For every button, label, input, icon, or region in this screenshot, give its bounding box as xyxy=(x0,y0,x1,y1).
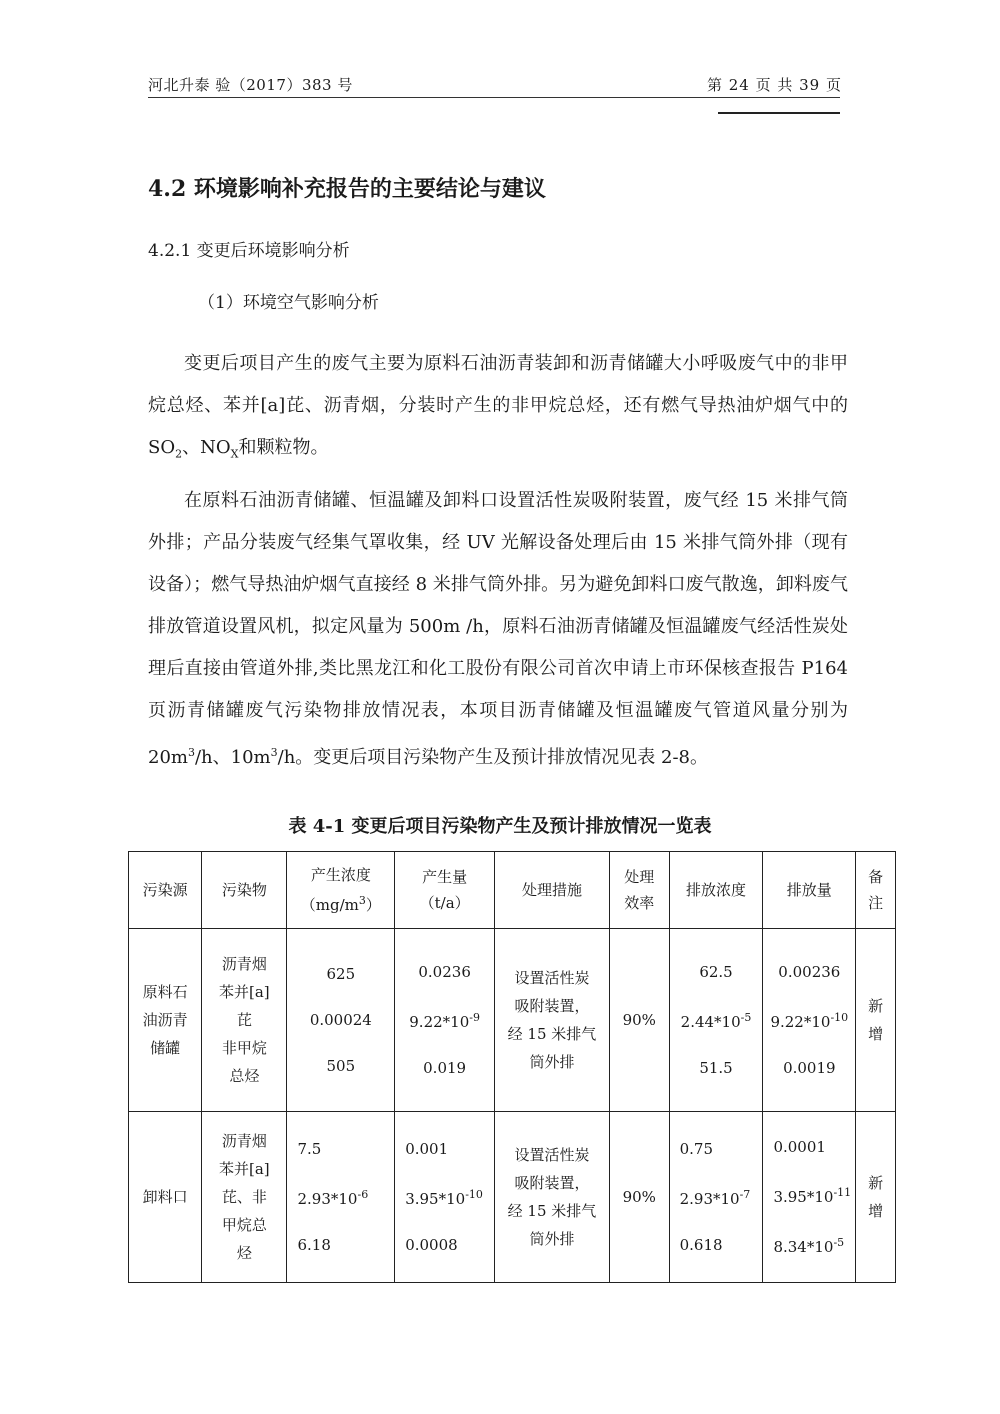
cell-amount: 0.0236 $9.22*10^{-9}$ 0.019 xyxy=(395,929,495,1112)
cell-emit-conc: 0.75 $2.93*10^{-7}$ 0.618 xyxy=(669,1112,763,1283)
cell-emit-conc: 62.5 $2.44*10^{-5}$ 51.5 xyxy=(669,929,763,1112)
th-pollutant: 污染物 xyxy=(202,852,287,929)
th-efficiency: 处理 效率 xyxy=(609,852,669,929)
cell-measure: 设置活性炭 吸附装置， 经 15 米排气 筒外排 xyxy=(495,929,610,1112)
cell-efficiency: 90% xyxy=(609,929,669,1112)
cell-emit-amount: 0.00236 $9.22*10^{-10}$ 0.0019 xyxy=(763,929,856,1112)
th-measure: 处理措施 xyxy=(495,852,610,929)
cell-conc: 625 0.00024 505 xyxy=(287,929,395,1112)
cell-efficiency: 90% xyxy=(609,1112,669,1283)
cell-emit-amount: 0.0001 $3.95*10^{-11}$ $8.34*10^{-5}$ xyxy=(763,1112,856,1283)
table-title: 表 4-1 变更后项目污染物产生及预计排放情况一览表 xyxy=(288,816,712,837)
cell-measure: 设置活性炭 吸附装置， 经 15 米排气 筒外排 xyxy=(495,1112,610,1283)
pollutant-table xyxy=(128,851,896,1283)
th-source: 污染源 xyxy=(129,852,202,929)
th-conc: 产生浓度 $(mg/m^3)$ xyxy=(287,852,395,929)
cell-pollutant: 沥青烟 苯并[a] 芘 非甲烷 总烃 xyxy=(202,929,287,1112)
subsection-title: 4.2.1 变更后环境影响分析 xyxy=(148,241,350,261)
section-title: 4.2 环境影响补充报告的主要结论与建议 xyxy=(148,176,546,202)
item-title: （1）环境空气影响分析 xyxy=(198,293,379,313)
th-emit-conc: 排放浓度 xyxy=(669,852,763,929)
header-rule xyxy=(148,97,840,98)
th-note: 备 注 xyxy=(856,852,896,929)
table-header-row xyxy=(129,852,896,929)
header-rule-accent xyxy=(718,112,840,114)
table-row xyxy=(129,1112,896,1283)
table-row xyxy=(129,929,896,1112)
cell-pollutant: 沥青烟 苯并[a] 芘、非 甲烷总 烃 xyxy=(202,1112,287,1283)
header-page-number: 第 24 页 共 39 页 xyxy=(706,76,842,94)
cell-note: 新 增 xyxy=(856,1112,896,1283)
cell-conc: 7.5 $2.93*10^{-6}$ 6.18 xyxy=(287,1112,395,1283)
th-amount: 产生量 （t/a） xyxy=(395,852,495,929)
cell-note: 新 增 xyxy=(856,929,896,1112)
cell-amount: 0.001 $3.95*10^{-10}$ 0.0008 xyxy=(395,1112,495,1283)
th-emit-amount: 排放量 xyxy=(763,852,856,929)
cell-source: 原料石 油沥青 储罐 xyxy=(129,929,202,1112)
header-doc-number: 河北升泰 验（2017）383 号 xyxy=(148,76,353,94)
cell-source: 卸料口 xyxy=(129,1112,202,1283)
paragraph-2: 在原料石油沥青储罐、恒温罐及卸料口设置活性炭吸附装置，废气经 15 米排气筒外排；产品分装废气经集气罩收集，经 UV 光解设备处理后由 15 米排气筒外排（现有设备）；燃气导热油炉烟气直接经 8 米排气筒外排。另为避免卸料口废气散逸，卸料废气排放管道设置风机，拟定风量为 500m /h，原料石油沥青储罐及恒温罐废气经活性炭处理后直接由管道外排,类比黑龙江和化工股份有限公司首次申请上市环保核查报告 P164 页沥青储罐废气污染物排放情况表，本项目沥青储罐及恒温罐废气管道风量分别为 $20m^3/h$、$10m^3/h$。变更后项目污染物产生及预计排放情况见表 2-8。 xyxy=(148,490,848,768)
paragraph-1: 变更后项目产生的废气主要为原料石油沥青装卸和沥青储罐大小呼吸废气中的非甲烷总烃、苯并[a]芘、沥青烟，分装时产生的非甲烷总烃，还有燃气导热油炉烟气中的 $SO_2$、$NO_X$和颗粒物。 xyxy=(148,353,848,461)
